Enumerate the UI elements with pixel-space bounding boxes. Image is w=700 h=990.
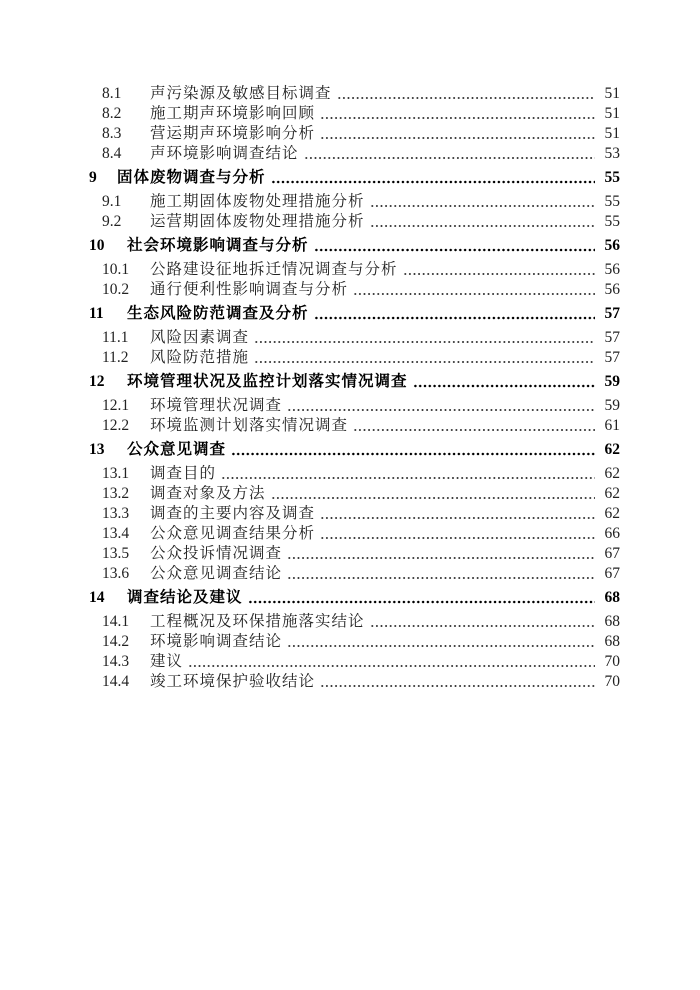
toc-entry-number: 9.2 (102, 213, 122, 230)
toc-entry-number: 13.6 (102, 565, 130, 582)
dot-leader (314, 304, 595, 324)
dot-leader (287, 396, 595, 416)
toc-entry-page: 67 (604, 565, 620, 582)
dot-leader (248, 588, 595, 608)
dot-leader (254, 328, 595, 348)
toc-entry[interactable] (89, 260, 620, 280)
toc-entry-number: 12 (89, 373, 105, 390)
toc-entry[interactable] (89, 280, 620, 300)
toc-entry-number: 11.2 (102, 349, 129, 366)
toc-entry-page: 70 (604, 673, 620, 690)
dot-leader (188, 652, 595, 672)
toc-entry-page: 51 (604, 125, 620, 142)
toc-entry-page: 61 (604, 417, 620, 434)
toc-entry-title: 运营期固体废物处理措施分析 (150, 213, 365, 230)
dot-leader (320, 104, 595, 124)
toc-entry-page: 59 (604, 373, 620, 390)
toc-entry[interactable] (89, 672, 620, 692)
toc-entry-number: 13 (89, 441, 105, 458)
toc-entry-page: 68 (604, 589, 620, 606)
toc-entry[interactable] (89, 612, 620, 632)
toc-entry-page: 57 (604, 305, 620, 322)
toc-entry-title: 建议 (150, 653, 184, 670)
dot-leader (314, 236, 595, 256)
dot-leader (320, 524, 595, 544)
toc-entry-number: 14 (89, 589, 105, 606)
toc-entry-title: 竣工环境保护验收结论 (150, 673, 316, 690)
toc-entry-title: 生态风险防范调查及分析 (127, 305, 309, 322)
toc-entry[interactable] (89, 544, 620, 564)
toc-entry-page: 70 (604, 653, 620, 670)
toc-entry-page: 51 (604, 85, 620, 102)
dot-leader (320, 124, 595, 144)
dot-leader (287, 544, 595, 564)
toc-entry[interactable] (89, 192, 620, 212)
toc-entry-page: 66 (604, 525, 620, 542)
toc-entry-number: 10.1 (102, 261, 130, 278)
dot-leader (231, 440, 595, 460)
toc-entry-page: 51 (604, 105, 620, 122)
toc-entry-title: 工程概况及环保措施落实结论 (150, 613, 365, 630)
dot-leader (337, 84, 595, 104)
toc-entry[interactable] (89, 564, 620, 584)
toc-entry-title: 环境影响调查结论 (150, 633, 283, 650)
toc-entry-title: 环境管理状况调查 (150, 397, 283, 414)
toc-entry[interactable] (89, 104, 620, 124)
toc-entry-number: 13.3 (102, 505, 130, 522)
dot-leader (370, 212, 595, 232)
toc-entry-number: 11 (89, 305, 104, 322)
toc-entry-number: 11.1 (102, 329, 129, 346)
toc-entry-number: 14.2 (102, 633, 130, 650)
toc-entry-title: 公众投诉情况调查 (150, 545, 283, 562)
toc-entry-title: 施工期声环境影响回顾 (150, 105, 316, 122)
toc-entry-title: 施工期固体废物处理措施分析 (150, 193, 365, 210)
toc-entry[interactable] (89, 212, 620, 232)
toc-entry-number: 13.5 (102, 545, 130, 562)
toc-entry[interactable] (89, 588, 620, 608)
toc-entry[interactable] (89, 168, 620, 188)
dot-leader (271, 168, 595, 188)
toc-entry-page: 62 (604, 441, 620, 458)
toc-entry[interactable] (89, 348, 620, 368)
toc-entry[interactable] (89, 632, 620, 652)
toc-entry[interactable] (89, 236, 620, 256)
toc-entry-number: 14.1 (102, 613, 130, 630)
toc-entry[interactable] (89, 84, 620, 104)
toc-entry-page: 55 (604, 169, 620, 186)
toc-entry[interactable] (89, 504, 620, 524)
toc-entry-title: 公众意见调查 (127, 441, 227, 458)
toc-entry[interactable] (89, 328, 620, 348)
toc-entry[interactable] (89, 144, 620, 164)
toc-entry-page: 57 (604, 349, 620, 366)
toc-entry-page: 56 (604, 281, 620, 298)
toc-entry[interactable] (89, 396, 620, 416)
toc-entry-title: 风险因素调查 (150, 329, 250, 346)
toc-entry-number: 9 (89, 169, 97, 186)
toc-entry[interactable] (89, 524, 620, 544)
dot-leader (287, 632, 595, 652)
toc-entry[interactable] (89, 124, 620, 144)
toc-entry[interactable] (89, 484, 620, 504)
dot-leader (287, 564, 595, 584)
toc-entry-title: 环境监测计划落实情况调查 (150, 417, 349, 434)
toc-entry-number: 13.2 (102, 485, 130, 502)
toc-entry-page: 68 (604, 633, 620, 650)
toc-entry-number: 9.1 (102, 193, 122, 210)
toc-entry-title: 声环境影响调查结论 (150, 145, 299, 162)
toc-entry-title: 调查的主要内容及调查 (150, 505, 316, 522)
toc-entry-page: 55 (604, 193, 620, 210)
toc-entry-title: 风险防范措施 (150, 349, 250, 366)
toc-entry-title: 调查对象及方法 (150, 485, 266, 502)
toc-entry-title: 调查目的 (150, 465, 217, 482)
toc-entry-title: 社会环境影响调查与分析 (127, 237, 309, 254)
toc-entry-number: 8.4 (102, 145, 122, 162)
toc-entry-number: 10 (89, 237, 105, 254)
toc-entry-page: 56 (604, 237, 620, 254)
toc-entry-number: 8.3 (102, 125, 122, 142)
toc-entry-number: 12.1 (102, 397, 130, 414)
dot-leader (353, 280, 595, 300)
toc-entry-page: 56 (604, 261, 620, 278)
dot-leader (353, 416, 595, 436)
toc-entry-number: 8.1 (102, 85, 122, 102)
toc-entry-title: 公路建设征地拆迁情况调查与分析 (150, 261, 398, 278)
toc-entry-page: 62 (604, 465, 620, 482)
toc-entry-number: 13.4 (102, 525, 130, 542)
toc-entry-number: 13.1 (102, 465, 130, 482)
toc-entry-title: 营运期声环境影响分析 (150, 125, 316, 142)
toc-entry-page: 62 (604, 485, 620, 502)
dot-leader (271, 484, 595, 504)
dot-leader (320, 504, 595, 524)
toc-entry-title: 公众意见调查结果分析 (150, 525, 316, 542)
dot-leader (254, 348, 595, 368)
dot-leader (413, 372, 595, 392)
toc-entry-number: 14.4 (102, 673, 130, 690)
toc-entry-title: 声污染源及敏感目标调查 (150, 85, 332, 102)
toc-entry[interactable] (89, 416, 620, 436)
toc-entry-page: 67 (604, 545, 620, 562)
toc-entry-page: 57 (604, 329, 620, 346)
dot-leader (370, 612, 595, 632)
dot-leader (320, 672, 595, 692)
toc-entry-title: 环境管理状况及监控计划落实情况调查 (127, 373, 408, 390)
toc-entry-number: 8.2 (102, 105, 122, 122)
toc-entry-title: 调查结论及建议 (127, 589, 243, 606)
table-of-contents (89, 84, 620, 692)
toc-entry-number: 14.3 (102, 653, 130, 670)
dot-leader (221, 464, 595, 484)
toc-entry[interactable] (89, 652, 620, 672)
toc-entry-page: 62 (604, 505, 620, 522)
toc-entry[interactable] (89, 304, 620, 324)
toc-entry[interactable] (89, 372, 620, 392)
dot-leader (403, 260, 595, 280)
toc-entry-number: 12.2 (102, 417, 130, 434)
toc-entry-title: 通行便利性影响调查与分析 (150, 281, 349, 298)
toc-entry-page: 59 (604, 397, 620, 414)
toc-entry-page: 68 (604, 613, 620, 630)
toc-entry-page: 55 (604, 213, 620, 230)
dot-leader (370, 192, 595, 212)
dot-leader (304, 144, 595, 164)
toc-entry[interactable] (89, 440, 620, 460)
toc-entry[interactable] (89, 464, 620, 484)
toc-entry-title: 固体废物调查与分析 (117, 169, 266, 186)
toc-entry-title: 公众意见调查结论 (150, 565, 283, 582)
toc-entry-page: 53 (604, 145, 620, 162)
toc-entry-number: 10.2 (102, 281, 130, 298)
